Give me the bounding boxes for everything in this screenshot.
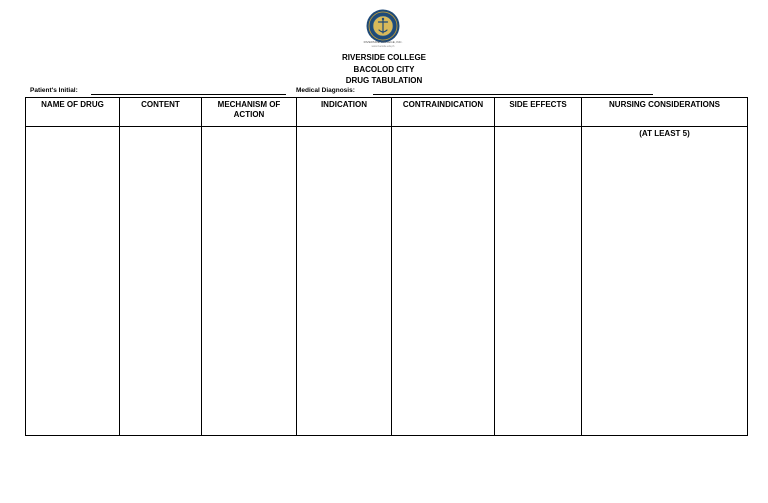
patient-initial-field[interactable]	[91, 94, 286, 95]
city-name: BACOLOD CITY	[353, 65, 415, 74]
school-name: RIVERSIDE COLLEGE	[341, 53, 426, 62]
cell-content[interactable]	[120, 127, 202, 436]
column-header-contraindication: CONTRAINDICATION	[392, 98, 495, 127]
medical-diagnosis-label: Medical Diagnosis:	[296, 87, 355, 94]
seal-caption: RIVERSIDE COLLEGE, INC.	[363, 40, 403, 44]
column-header-name-of-drug: NAME OF DRUG	[26, 98, 120, 127]
drug-tabulation-table	[25, 97, 748, 436]
table-row	[26, 127, 748, 436]
cell-indication[interactable]	[297, 127, 392, 436]
column-header-content: CONTENT	[120, 98, 202, 127]
column-header-nursing-considerations: NURSING CONSIDERATIONS	[582, 98, 748, 127]
cell-nursing-considerations[interactable]	[582, 127, 748, 436]
column-header-indication: INDICATION	[297, 98, 392, 127]
cell-side-effects[interactable]	[495, 127, 582, 436]
table-header-row	[26, 98, 748, 127]
cell-contraindication[interactable]	[392, 127, 495, 436]
seal-subcaption: www.riverside.edu.ph	[371, 45, 395, 48]
form-title: DRUG TABULATION	[345, 76, 423, 85]
nursing-considerations-note: (AT LEAST 5)	[639, 129, 690, 138]
column-header-side-effects: SIDE EFFECTS	[495, 98, 582, 127]
cell-mechanism-of-action[interactable]	[202, 127, 297, 436]
column-header-mechanism-of-action: MECHANISM OF ACTION	[202, 98, 297, 127]
patient-initial-label: Patient's Initial:	[30, 87, 78, 94]
school-seal-logo	[366, 9, 400, 43]
cell-name-of-drug[interactable]	[26, 127, 120, 436]
medical-diagnosis-field[interactable]	[373, 94, 653, 95]
